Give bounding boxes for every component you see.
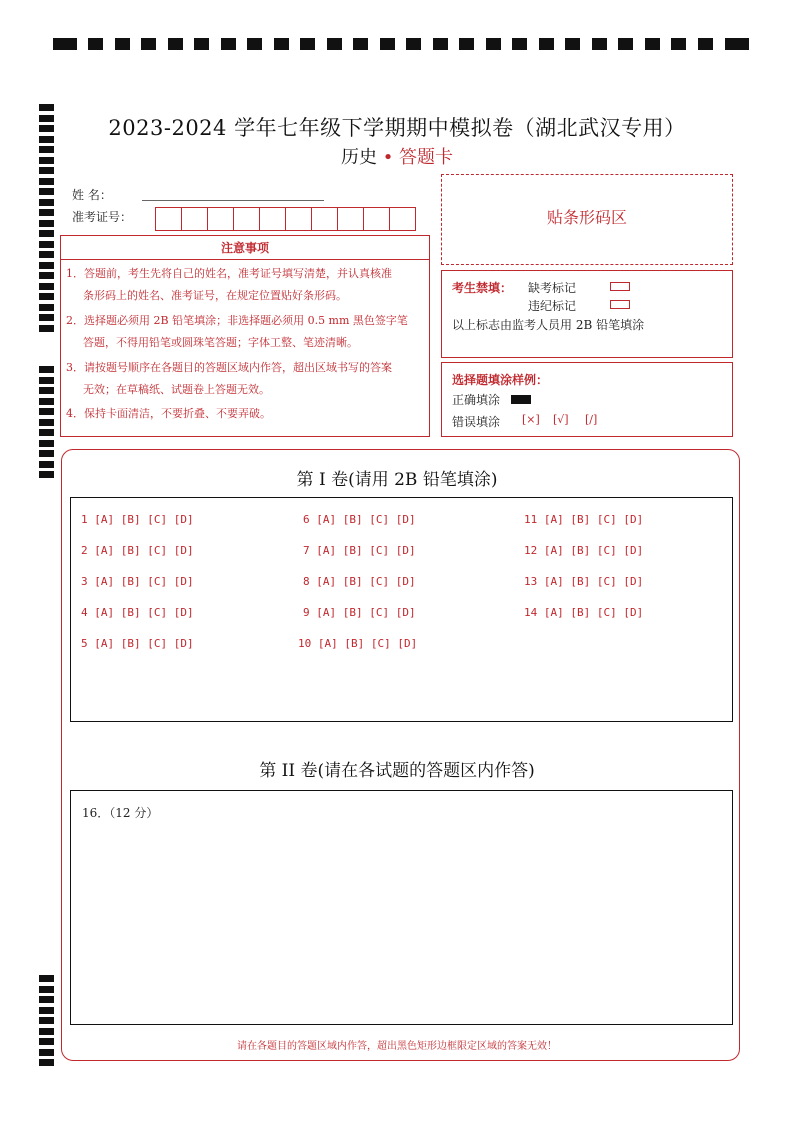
mc-question[interactable]: 12 [A] [B] [C] [D] <box>524 544 644 557</box>
timing-mark <box>115 38 130 50</box>
mc-question[interactable]: 3 [A] [B] [C] [D] <box>81 575 194 588</box>
timing-mark <box>39 377 54 384</box>
absent-label: 缺考标记 <box>528 281 577 295</box>
timing-mark <box>406 38 421 50</box>
timing-mark <box>247 38 262 50</box>
timing-mark <box>39 1059 54 1066</box>
timing-mark <box>380 38 395 50</box>
exam-number-label: 准考证号： <box>72 210 133 224</box>
timing-mark <box>39 262 54 269</box>
forbid-note: 以上标志由监考人员用 2B 铅笔填涂 <box>452 318 645 332</box>
timing-mark <box>327 38 342 50</box>
timing-mark <box>39 178 54 185</box>
timing-mark <box>39 104 54 111</box>
page-subtitle <box>0 143 794 169</box>
timing-mark <box>300 38 315 50</box>
notice-line: 2．选择题必须用 2B 铅笔填涂；非选择题必须用 0.5 mm 黑色签字笔 <box>66 314 408 327</box>
exam-number-boxes[interactable] <box>155 207 415 231</box>
timing-mark <box>486 38 501 50</box>
timing-mark <box>194 38 209 50</box>
timing-mark <box>39 1028 54 1035</box>
notice-line: 无效；在草稿纸、试题卷上答题无效。 <box>83 383 270 396</box>
section1-title: 第 I 卷(请用 2B 铅笔填涂) <box>296 470 498 490</box>
timing-mark <box>39 325 54 332</box>
wrong-fill-label: 错误填涂 <box>452 415 501 429</box>
notice-line: 4．保持卡面清洁，不要折叠、不要弄破。 <box>66 407 271 420</box>
timing-mark <box>565 38 580 50</box>
mc-question[interactable]: 13 [A] [B] [C] [D] <box>524 575 644 588</box>
timing-mark <box>539 38 554 50</box>
timing-mark <box>39 293 54 300</box>
notice-heading: 注意事项 <box>61 236 429 260</box>
timing-mark <box>39 986 54 993</box>
timing-mark <box>274 38 289 50</box>
mc-question[interactable]: 10 [A] [B] [C] [D] <box>298 637 418 650</box>
timing-mark <box>671 38 686 50</box>
timing-mark <box>39 199 54 206</box>
name-label: 姓 名： <box>72 188 112 202</box>
timing-mark <box>698 38 713 50</box>
timing-mark <box>39 209 54 216</box>
timing-mark <box>39 1007 54 1014</box>
correct-fill-sample <box>511 395 531 404</box>
notice-line: 答题，不得用铅笔或圆珠笔答题；字体工整、笔迹清晰。 <box>83 336 358 349</box>
timing-mark <box>39 366 54 373</box>
timing-mark <box>221 38 236 50</box>
barcode-area <box>441 174 733 265</box>
name-field[interactable] <box>142 200 324 201</box>
timing-mark <box>645 38 660 50</box>
exam-number-digit-box[interactable] <box>233 207 260 231</box>
timing-mark <box>39 314 54 321</box>
timing-mark <box>39 408 54 415</box>
forbid-label: 考生禁填： <box>452 281 513 295</box>
timing-mark <box>39 450 54 457</box>
fill-sample-label: 选择题填涂样例： <box>452 373 549 387</box>
essay-answer-area[interactable] <box>70 790 733 1025</box>
card-label: 答题卡 <box>399 147 454 168</box>
timing-mark <box>592 38 607 50</box>
exam-number-digit-box[interactable] <box>363 207 390 231</box>
mc-question[interactable]: 11 [A] [B] [C] [D] <box>524 513 644 526</box>
timing-mark <box>39 1017 54 1024</box>
footer-note: 请在各题目的答题区域内作答，超出黑色矩形边框限定区域的答案无效！ <box>237 1041 557 1052</box>
exam-number-digit-box[interactable] <box>389 207 416 231</box>
timing-mark <box>353 38 368 50</box>
mc-question[interactable]: 6 [A] [B] [C] [D] <box>303 513 416 526</box>
timing-mark <box>39 272 54 279</box>
timing-mark <box>39 241 54 248</box>
timing-mark <box>512 38 527 50</box>
exam-number-digit-box[interactable] <box>337 207 364 231</box>
mc-question[interactable]: 2 [A] [B] [C] [D] <box>81 544 194 557</box>
notice-line: 条形码上的姓名、准考证号，在规定位置贴好条形码。 <box>83 289 347 302</box>
timing-mark <box>39 440 54 447</box>
exam-number-digit-box[interactable] <box>311 207 338 231</box>
wrong-fill-sample: [/] <box>585 413 598 426</box>
violation-mark-box[interactable] <box>610 300 630 309</box>
timing-mark <box>39 220 54 227</box>
wrong-fill-sample: [√] <box>553 413 569 426</box>
absent-mark-box[interactable] <box>610 282 630 291</box>
timing-mark <box>39 975 54 982</box>
subject-label: 历史 <box>340 147 377 168</box>
barcode-label: 贴条形码区 <box>546 208 627 227</box>
timing-mark <box>39 188 54 195</box>
page-title: 2023-2024 学年七年级下学期期中模拟卷（湖北武汉专用） <box>108 116 686 140</box>
mc-question[interactable]: 4 [A] [B] [C] [D] <box>81 606 194 619</box>
correct-fill-label: 正确填涂 <box>452 393 501 407</box>
mc-question[interactable]: 8 [A] [B] [C] [D] <box>303 575 416 588</box>
dot-separator: • <box>382 147 394 168</box>
timing-mark <box>725 38 749 50</box>
timing-mark <box>39 429 54 436</box>
timing-mark <box>39 283 54 290</box>
exam-number-digit-box[interactable] <box>181 207 208 231</box>
timing-mark <box>39 996 54 1003</box>
mc-question[interactable]: 14 [A] [B] [C] [D] <box>524 606 644 619</box>
timing-mark <box>39 251 54 258</box>
timing-mark <box>39 304 54 311</box>
timing-mark <box>141 38 156 50</box>
wrong-fill-sample: [×] <box>522 413 540 426</box>
exam-number-digit-box[interactable] <box>285 207 312 231</box>
timing-mark <box>39 387 54 394</box>
exam-number-digit-box[interactable] <box>155 207 182 231</box>
notice-line: 3．请按题号顺序在各题目的答题区域内作答，超出区域书写的答案 <box>66 361 392 374</box>
exam-number-digit-box[interactable] <box>259 207 286 231</box>
timing-mark <box>168 38 183 50</box>
notice-line: 1．答题前，考生先将自己的姓名，准考证号填写清楚，并认真核准 <box>66 267 392 280</box>
timing-mark <box>39 419 54 426</box>
timing-mark <box>88 38 103 50</box>
timing-mark <box>433 38 448 50</box>
exam-number-digit-box[interactable] <box>207 207 234 231</box>
mc-question[interactable]: 1 [A] [B] [C] [D] <box>81 513 194 526</box>
timing-mark <box>39 398 54 405</box>
mc-question[interactable]: 9 [A] [B] [C] [D] <box>303 606 416 619</box>
mc-question[interactable]: 7 [A] [B] [C] [D] <box>303 544 416 557</box>
mc-question[interactable]: 5 [A] [B] [C] [D] <box>81 637 194 650</box>
top-timing-marks <box>53 38 749 50</box>
question-16-label: 16．（12 分） <box>82 806 159 820</box>
timing-mark <box>53 38 77 50</box>
section2-title: 第 II 卷(请在各试题的答题区内作答) <box>259 761 535 781</box>
violation-label: 违纪标记 <box>528 299 577 313</box>
timing-mark <box>459 38 474 50</box>
timing-mark <box>39 230 54 237</box>
timing-mark <box>618 38 633 50</box>
